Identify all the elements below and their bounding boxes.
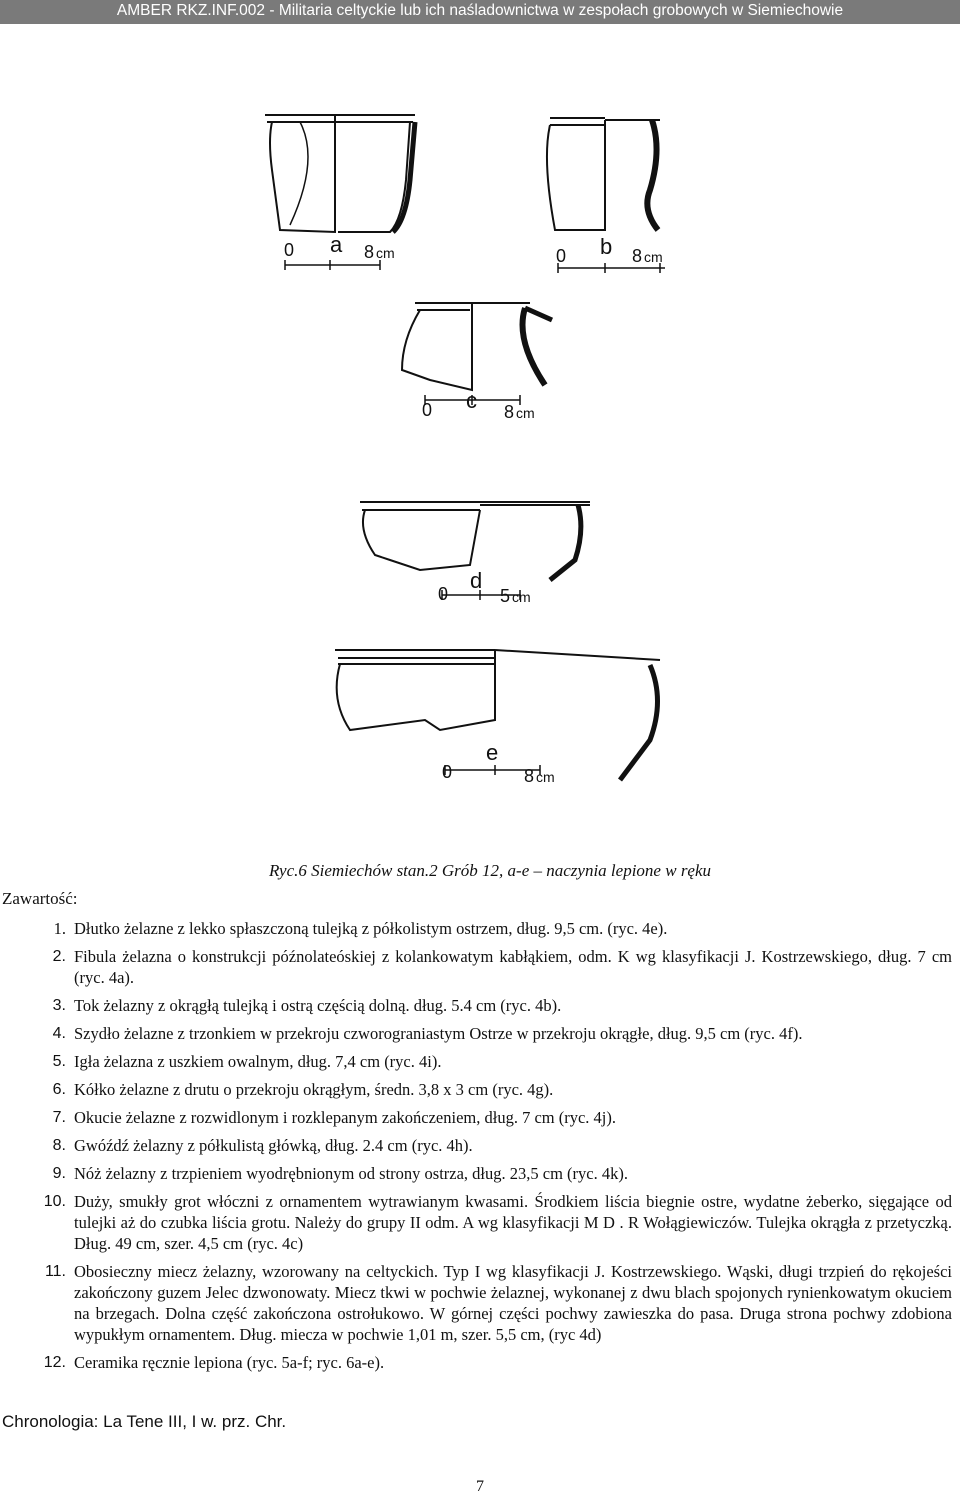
scale-b-unit: cm <box>644 249 663 265</box>
list-item <box>0 1352 960 1373</box>
item-number: 1. <box>53 919 66 938</box>
item-number: 5. <box>52 1053 66 1070</box>
list-item <box>0 918 960 939</box>
item-number: 2. <box>52 948 66 965</box>
item-text: Szydło żelazne z trzonkiem w przekroju czworograniastym Ostrze w przekroju okrągłe, dług. 9,5 cm (ryc. 4f). <box>74 1024 803 1043</box>
scale-a-end: 8 <box>364 242 375 262</box>
item-number: 9. <box>52 1165 66 1182</box>
scale-b-end: 8 <box>632 246 643 266</box>
vessel-a-letter: a <box>330 232 343 257</box>
list-item <box>0 1051 960 1072</box>
item-text: Obosieczny miecz żelazny, wzorowany na celtyckich. Typ I wg klasyfikacji J. Kostrzewskiego. Wąski, długi trzpień do rękojeści zakończony guzem Jelec dzwonowaty. Miecz tkwi w pochwie żelaznej, wykonanej z dwu blach spojonych rynienkowatym okuciem na brzegach. Dolna część zakończona ostrołukowo. W górnej części pochwy zawieszka do pasa. Druga strona pochwy zdobiona wypukłym ornamentem. Dług. miecza w pochwie 1,01 m, szer. 5,5 cm, (ryc 4d) <box>74 1262 952 1344</box>
item-number: 3. <box>52 997 66 1014</box>
item-text: Okucie żelazne z rozwidlonym i rozklepanym zakończeniem, dług. 7 cm (ryc. 4j). <box>74 1108 616 1127</box>
item-text: Gwóźdź żelazny z półkulistą główką, dług. 2.4 cm (ryc. 4h). <box>74 1136 473 1155</box>
item-text: Nóż żelazny z trzpieniem wyodrębnionym od strony ostrza, dług. 23,5 cm (ryc. 4k). <box>74 1164 628 1183</box>
scale-c-zero: 0 <box>422 400 433 420</box>
list-item <box>0 1023 960 1044</box>
scale-d-unit: cm <box>512 589 531 605</box>
scale-e-end: 8 <box>524 766 535 786</box>
vessel-e-letter: e <box>486 740 499 765</box>
item-number: 8. <box>52 1137 66 1154</box>
scale-e-zero: 0 <box>442 762 453 782</box>
contents-list <box>0 918 960 1380</box>
scale-a-zero: 0 <box>284 240 295 260</box>
list-item <box>0 1163 960 1184</box>
item-number: 6. <box>52 1081 66 1098</box>
vessel-c-letter: c <box>466 388 477 413</box>
item-text: Kółko żelazne z drutu o przekroju okrągłym, średn. 3,8 x 3 cm (ryc. 4g). <box>74 1080 554 1099</box>
list-item <box>0 1107 960 1128</box>
item-text: Dłutko żelazne z lekko spłaszczoną tulejką z półkolistym ostrzem, dług. 9,5 cm. (ryc. 4e). <box>74 919 668 938</box>
item-text: Igła żelazna z uszkiem owalnym, dług. 7,4 cm (ryc. 4i). <box>74 1052 442 1071</box>
item-number: 4. <box>52 1025 66 1042</box>
contents-label: Zawartość: <box>2 889 78 908</box>
page-number: 7 <box>476 1478 484 1495</box>
pottery-figure <box>180 40 800 830</box>
item-text: Duży, smukły grot włóczni z ornamentem wytrawianym kwasami. Środkiem liścia biegnie ostre, wydatne żeberko, sięgające od tulejki aż do czubka liścia grotu. Należy do grupy II odm. A wg klasyfikacji M D . R Wołągiewiczów. Tulejka okrągła z przetyczką. Dług. 49 cm, szer. 4,5 cm (ryc. 4c) <box>74 1192 952 1253</box>
vessel-b-letter: b <box>600 234 613 259</box>
figure-caption: Ryc.6 Siemiechów stan.2 Grób 12, a-e – naczynia lepione w ręku <box>268 861 712 880</box>
scale-d-end: 5 <box>500 586 511 606</box>
scale-b-zero: 0 <box>556 246 567 266</box>
vessel-d-letter: d <box>470 568 483 593</box>
scale-d-zero: 0 <box>438 584 449 604</box>
scale-a-unit: cm <box>376 245 395 261</box>
item-number: 7. <box>52 1109 66 1126</box>
scale-c-unit: cm <box>516 405 535 421</box>
scale-c-end: 8 <box>504 402 515 422</box>
list-item <box>0 1191 960 1254</box>
list-item <box>0 1261 960 1345</box>
item-text: Tok żelazny z okrągłą tulejką i ostrą częścią dolną. dług. 5.4 cm (ryc. 4b). <box>74 996 562 1015</box>
item-number: 11. <box>44 1263 66 1280</box>
pottery-drawings <box>180 40 800 830</box>
page-header: AMBER RKZ.INF.002 - Militaria celtyckie lub ich naśladownictwa w zespołach grobowych w Siemiechowie <box>0 0 960 24</box>
item-text: Fibula żelazna o konstrukcji późnolateóskiej z kolankowatym kabłąkiem, odm. K wg klasyfikacji J. Kostrzewskiego, dług. 7 cm (ryc. 4a). <box>74 947 952 987</box>
list-item <box>0 1135 960 1156</box>
list-item <box>0 995 960 1016</box>
item-number: 12. <box>43 1354 66 1371</box>
item-text: Ceramika ręcznie lepiona (ryc. 5a-f; ryc. 6a-e). <box>74 1353 385 1372</box>
item-number: 10. <box>43 1193 66 1210</box>
vessel-c-drawing <box>402 303 552 405</box>
scale-e-unit: cm <box>536 769 555 785</box>
chronology-line: Chronologia: La Tene III, I w. prz. Chr. <box>2 1412 287 1431</box>
list-item <box>0 946 960 988</box>
list-item <box>0 1079 960 1100</box>
